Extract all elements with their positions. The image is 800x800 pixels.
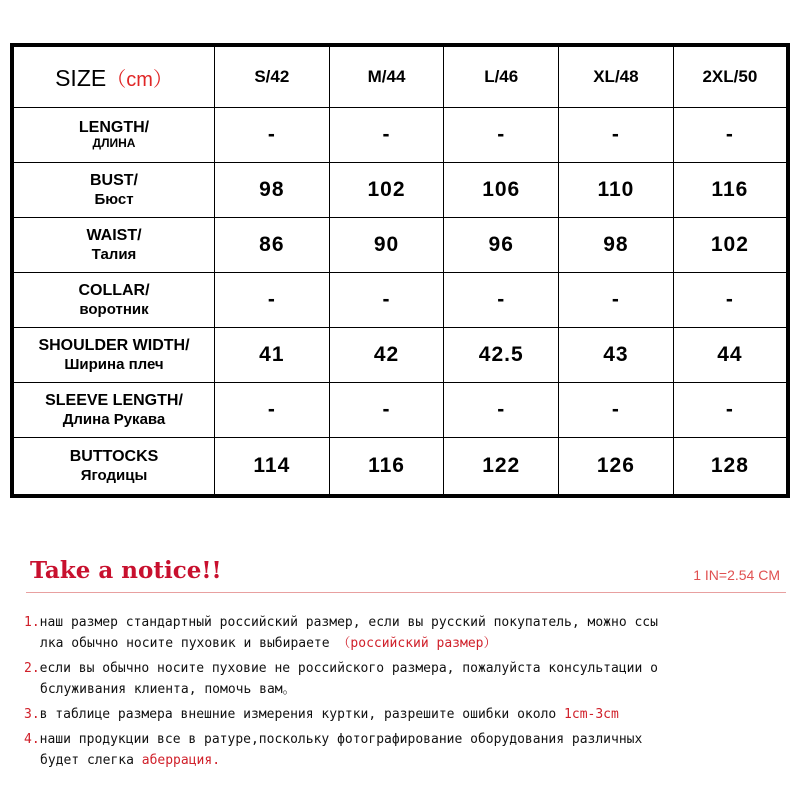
table-row (12, 328, 788, 383)
notice-number: 4. (24, 732, 40, 747)
row-label-collar (12, 273, 215, 328)
row-label-buttocks (12, 438, 215, 497)
table-cell: 106 (444, 163, 559, 218)
table-cell: - (559, 108, 674, 163)
table-row (12, 438, 788, 497)
notice-text: бслуживания клиента, помочь вам。 (40, 682, 296, 697)
row-label-ru: Длина Рукава (62, 410, 166, 428)
table-cell: 42 (329, 328, 444, 383)
table-cell: 41 (215, 328, 330, 383)
table-cell: 126 (559, 438, 674, 497)
row-label-en: BUTTOCKS (69, 448, 159, 466)
table-cell: - (329, 383, 444, 438)
row-label-waist (12, 218, 215, 273)
row-label-ru: Талия (91, 245, 137, 263)
notice-title: Take a notice!! (30, 557, 222, 584)
table-cell: 122 (444, 438, 559, 497)
notice-text-cont (24, 633, 784, 654)
notice-text-cont (24, 679, 784, 700)
notice-text: если вы обычно носите пуховие не российского размера, пожалуйста консультации о (39, 661, 658, 676)
row-label-shoulder-width (12, 328, 215, 383)
size-column-header: S/42 (215, 45, 330, 108)
size-unit-header (12, 45, 215, 108)
table-cell: - (559, 273, 674, 328)
table-cell: - (444, 108, 559, 163)
notice-highlight: 1cm-3cm (564, 707, 619, 722)
notice-number: 3. (24, 707, 40, 722)
table-cell: - (215, 383, 330, 438)
row-label-en: COLLAR/ (78, 282, 150, 300)
table-cell: - (215, 108, 330, 163)
table-cell: - (673, 273, 788, 328)
table-cell: 44 (673, 328, 788, 383)
table-cell: 96 (444, 218, 559, 273)
table-cell: 98 (559, 218, 674, 273)
table-cell: - (329, 108, 444, 163)
notice-text-cont (24, 750, 784, 771)
row-label-ru: Ягодицы (80, 466, 148, 484)
table-cell: 86 (215, 218, 330, 273)
notice-text: лка обычно носите пуховик и выбираете (40, 636, 338, 651)
size-chart-table (10, 43, 790, 498)
notice-list (24, 612, 784, 775)
table-cell: 42.5 (444, 328, 559, 383)
row-label-en: SLEEVE LENGTH/ (45, 392, 183, 410)
notice-highlight: аберрация. (141, 753, 221, 768)
table-cell: 43 (559, 328, 674, 383)
notice-text: наши продукции все в ратуре,поскольку фотографирование оборудования различных (39, 732, 643, 747)
table-cell: - (673, 383, 788, 438)
size-column-header: 2XL/50 (673, 45, 788, 108)
row-label-ru: Бюст (94, 190, 134, 208)
table-cell: - (444, 273, 559, 328)
row-label-bust (12, 163, 215, 218)
size-column-header: XL/48 (559, 45, 674, 108)
row-label-en: BUST/ (90, 172, 138, 190)
row-label-ru: Ширина плеч (64, 355, 164, 373)
table-cell: - (329, 273, 444, 328)
table-row (12, 218, 788, 273)
table-cell: 116 (329, 438, 444, 497)
notice-item (24, 729, 784, 771)
table-cell: 98 (215, 163, 330, 218)
row-label-ru: ДЛИНА (92, 136, 136, 151)
notice-text: в таблице размера внешние измерения куртки, разрешите ошибки около (39, 707, 565, 722)
notice-text: наш размер стандартный российский размер, если вы русский покупатель, можно ссы (39, 615, 658, 630)
unit-label: （cm） (106, 68, 173, 91)
size-column-header: L/46 (444, 45, 559, 108)
table-row (12, 383, 788, 438)
size-header-row (12, 45, 788, 108)
notice-highlight: （российский размер） (337, 636, 497, 651)
table-cell: 116 (673, 163, 788, 218)
notice-item (24, 612, 784, 654)
table-cell: - (215, 273, 330, 328)
table-cell: 102 (673, 218, 788, 273)
table-cell: 110 (559, 163, 674, 218)
table-cell: 90 (329, 218, 444, 273)
notice-number: 2. (24, 661, 40, 676)
row-label-sleeve-length (12, 383, 215, 438)
size-label: SIZE (55, 64, 107, 91)
unit-conversion: 1 IN=2.54 CM (693, 567, 780, 583)
table-row (12, 108, 788, 163)
table-cell: 128 (673, 438, 788, 497)
notice-text: будет слегка (40, 753, 142, 768)
size-column-header: M/44 (329, 45, 444, 108)
table-cell: - (444, 383, 559, 438)
row-label-length (12, 108, 215, 163)
table-row (12, 163, 788, 218)
table-cell: - (559, 383, 674, 438)
table-cell: 114 (215, 438, 330, 497)
table-cell: 102 (329, 163, 444, 218)
notice-item (24, 658, 784, 700)
row-label-en: WAIST/ (86, 227, 142, 245)
row-label-en: LENGTH/ (78, 118, 150, 136)
notice-item (24, 704, 784, 725)
table-cell: - (673, 108, 788, 163)
row-label-en: SHOULDER WIDTH/ (38, 337, 190, 355)
notice-divider (26, 592, 786, 593)
table-row (12, 273, 788, 328)
row-label-ru: воротник (79, 300, 149, 318)
notice-number: 1. (24, 615, 40, 630)
